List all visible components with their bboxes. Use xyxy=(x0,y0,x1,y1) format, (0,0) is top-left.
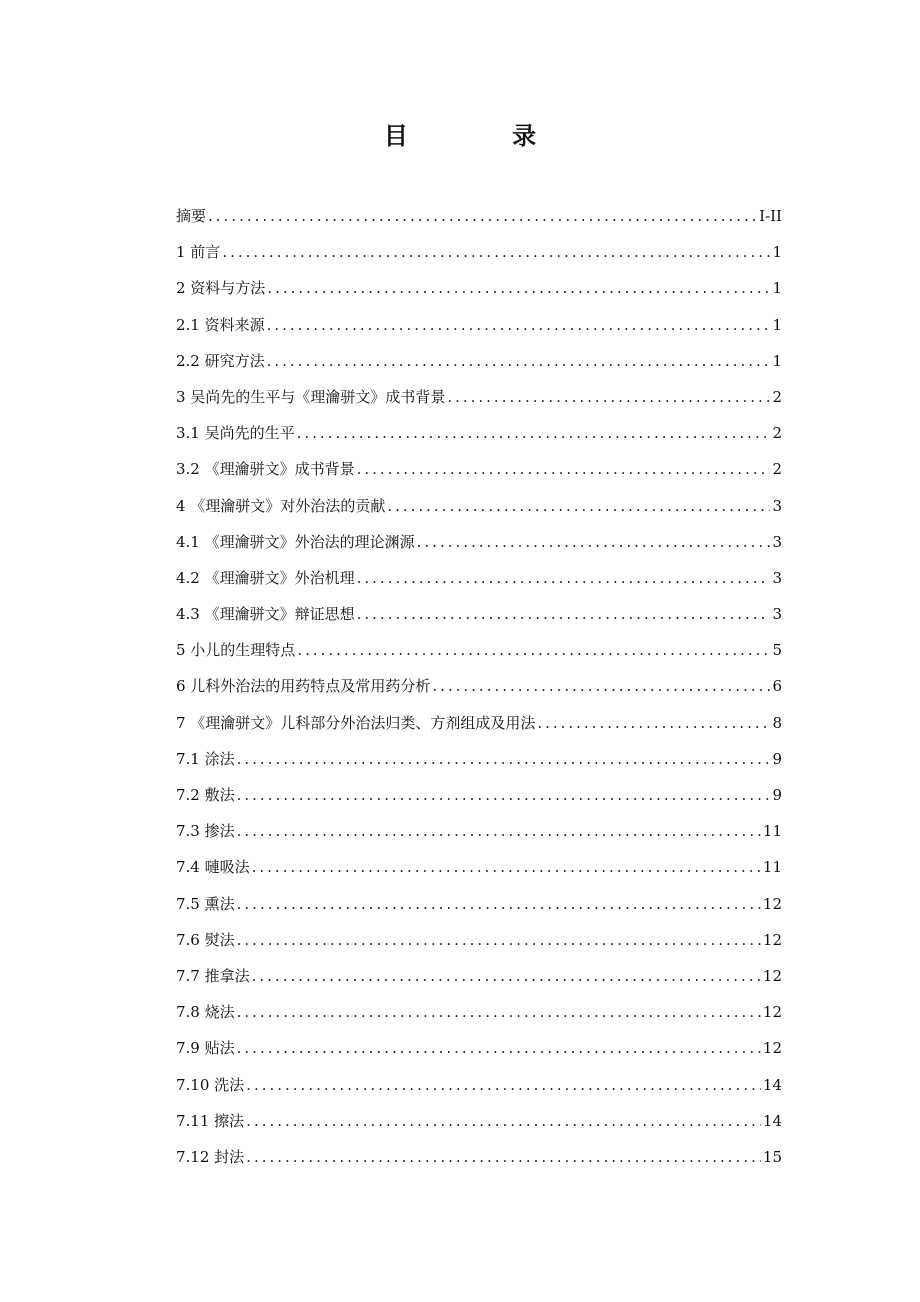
toc-entry-page: 6 xyxy=(772,677,782,696)
toc-entry-page: I-II xyxy=(759,207,782,225)
toc-entry-page: 1 xyxy=(772,279,782,298)
toc-entry-label: 1 前言 xyxy=(176,243,221,262)
toc-entry-page: 14 xyxy=(762,1075,782,1094)
toc-entry[interactable] xyxy=(176,777,782,813)
toc-entry[interactable] xyxy=(176,596,782,632)
toc-leader-dots xyxy=(267,270,770,306)
toc-leader-dots xyxy=(297,632,770,668)
toc-entry-label: 7.1 涂法 xyxy=(176,749,235,768)
toc-entry-page: 12 xyxy=(762,894,782,913)
toc-leader-dots xyxy=(237,741,771,777)
toc-entry-page: 2 xyxy=(772,424,782,443)
toc-entry-page: 1 xyxy=(772,315,782,334)
toc-entry-page: 12 xyxy=(762,930,782,949)
toc-entry[interactable] xyxy=(176,451,782,487)
toc-entry-label: 6 儿科外治法的用药特点及常用药分析 xyxy=(176,677,431,696)
toc-entry-label: 7.10 洗法 xyxy=(176,1075,245,1094)
toc-entry-label: 7.5 熏法 xyxy=(176,894,235,913)
toc-entry[interactable] xyxy=(176,1067,782,1103)
toc-entry-label: 7.7 推拿法 xyxy=(176,966,250,985)
toc-entry-page: 2 xyxy=(772,387,782,406)
toc-entry-page: 9 xyxy=(772,749,782,768)
toc-leader-dots xyxy=(222,234,770,270)
toc-entry-page: 12 xyxy=(762,966,782,985)
toc-leader-dots xyxy=(267,307,771,343)
toc-leader-dots xyxy=(237,777,771,813)
toc-leader-dots xyxy=(447,379,770,415)
toc-entry[interactable] xyxy=(176,705,782,741)
toc-entry[interactable] xyxy=(176,343,782,379)
toc-entry-page: 15 xyxy=(762,1147,782,1166)
toc-entry[interactable] xyxy=(176,741,782,777)
toc-entry-label: 2.2 研究方法 xyxy=(176,351,265,370)
toc-entry-page: 11 xyxy=(762,822,782,841)
toc-entry-page: 8 xyxy=(772,713,782,732)
toc-entry-label: 7.6 熨法 xyxy=(176,930,235,949)
toc-entry-page: 1 xyxy=(772,243,782,262)
toc-entry[interactable] xyxy=(176,813,782,849)
toc-leader-dots xyxy=(246,1103,761,1139)
toc-entry[interactable] xyxy=(176,849,782,885)
toc-entry-label: 2 资料与方法 xyxy=(176,279,266,298)
toc-leader-dots xyxy=(357,596,771,632)
toc-entry[interactable] xyxy=(176,560,782,596)
toc-entry-page: 1 xyxy=(772,351,782,370)
toc-leader-dots xyxy=(237,813,761,849)
toc-leader-dots xyxy=(387,488,770,524)
toc-entry-label: 4.2 《理瀹骈文》外治机理 xyxy=(176,568,355,587)
toc-entry-label: 7.2 敷法 xyxy=(176,786,235,804)
toc-entry-page: 9 xyxy=(772,786,782,804)
toc-leader-dots xyxy=(357,451,771,487)
toc-entry[interactable] xyxy=(176,668,782,704)
toc-entry-page: 3 xyxy=(772,605,782,624)
toc-leader-dots xyxy=(237,1030,761,1066)
page-title: 目 录 xyxy=(383,121,585,150)
toc-entry-label: 摘要 xyxy=(176,207,207,225)
toc-leader-dots xyxy=(237,994,761,1030)
toc-entry-label: 7.8 烧法 xyxy=(176,1003,235,1022)
toc-entry-label: 3.2 《理瀹骈文》成书背景 xyxy=(176,460,355,479)
toc-entry-page: 3 xyxy=(772,496,782,515)
toc-entry[interactable] xyxy=(176,270,782,306)
toc-entry-label: 3 吴尚先的生平与《理瀹骈文》成书背景 xyxy=(176,387,446,406)
toc-entry[interactable] xyxy=(176,922,782,958)
toc-entry-page: 14 xyxy=(762,1111,782,1130)
toc-entry-page: 2 xyxy=(772,460,782,479)
toc-entry[interactable] xyxy=(176,994,782,1030)
toc-entry-label: 7.3 掺法 xyxy=(176,822,235,841)
toc-leader-dots xyxy=(417,524,771,560)
toc-entry-page: 12 xyxy=(762,1039,782,1058)
toc-leader-dots xyxy=(252,849,761,885)
toc-leader-dots xyxy=(246,1139,761,1175)
toc-entry[interactable] xyxy=(176,488,782,524)
toc-leader-dots xyxy=(432,668,770,704)
toc-entry-page: 3 xyxy=(772,568,782,587)
toc-entry-page: 11 xyxy=(762,858,782,877)
toc-entry-page: 3 xyxy=(772,532,782,551)
toc-entry[interactable] xyxy=(176,198,782,234)
toc-entry-page: 5 xyxy=(772,641,782,660)
toc-entry-label: 3.1 吴尚先的生平 xyxy=(176,424,295,443)
toc-leader-dots xyxy=(252,958,761,994)
toc-entry-label: 7.12 封法 xyxy=(176,1147,245,1166)
toc-entry-label: 4.3 《理瀹骈文》辩证思想 xyxy=(176,605,355,624)
toc-leader-dots xyxy=(237,922,761,958)
toc-leader-dots xyxy=(208,198,757,234)
toc-entry[interactable] xyxy=(176,1139,782,1175)
toc-entry-label: 7.9 贴法 xyxy=(176,1039,235,1058)
toc-entry-label: 7.11 擦法 xyxy=(176,1111,245,1130)
toc-entry[interactable] xyxy=(176,379,782,415)
toc-entry[interactable] xyxy=(176,958,782,994)
toc-entry[interactable] xyxy=(176,307,782,343)
toc-entry[interactable] xyxy=(176,415,782,451)
toc-entry[interactable] xyxy=(176,1103,782,1139)
toc-entry[interactable] xyxy=(176,886,782,922)
toc-entry-label: 4.1 《理瀹骈文》外治法的理论渊源 xyxy=(176,532,415,551)
toc-entry[interactable] xyxy=(176,524,782,560)
toc-entry[interactable] xyxy=(176,1030,782,1066)
toc-leader-dots xyxy=(357,560,771,596)
toc-entry-label: 7 《理瀹骈文》儿科部分外治法归类、方剂组成及用法 xyxy=(176,713,536,732)
toc-entry[interactable] xyxy=(176,632,782,668)
toc-leader-dots xyxy=(246,1067,761,1103)
toc-entry-label: 4 《理瀹骈文》对外治法的贡献 xyxy=(176,496,386,515)
toc-leader-dots xyxy=(537,705,770,741)
toc-entry-label: 7.4 嗹吸法 xyxy=(176,858,250,877)
toc-leader-dots xyxy=(297,415,771,451)
toc-entry-page: 12 xyxy=(762,1003,782,1022)
table-of-contents xyxy=(176,198,782,1175)
toc-entry-label: 2.1 资料来源 xyxy=(176,315,265,334)
toc-leader-dots xyxy=(267,343,771,379)
toc-leader-dots xyxy=(237,886,761,922)
toc-entry[interactable] xyxy=(176,234,782,270)
toc-entry-label: 5 小儿的生理特点 xyxy=(176,641,296,660)
